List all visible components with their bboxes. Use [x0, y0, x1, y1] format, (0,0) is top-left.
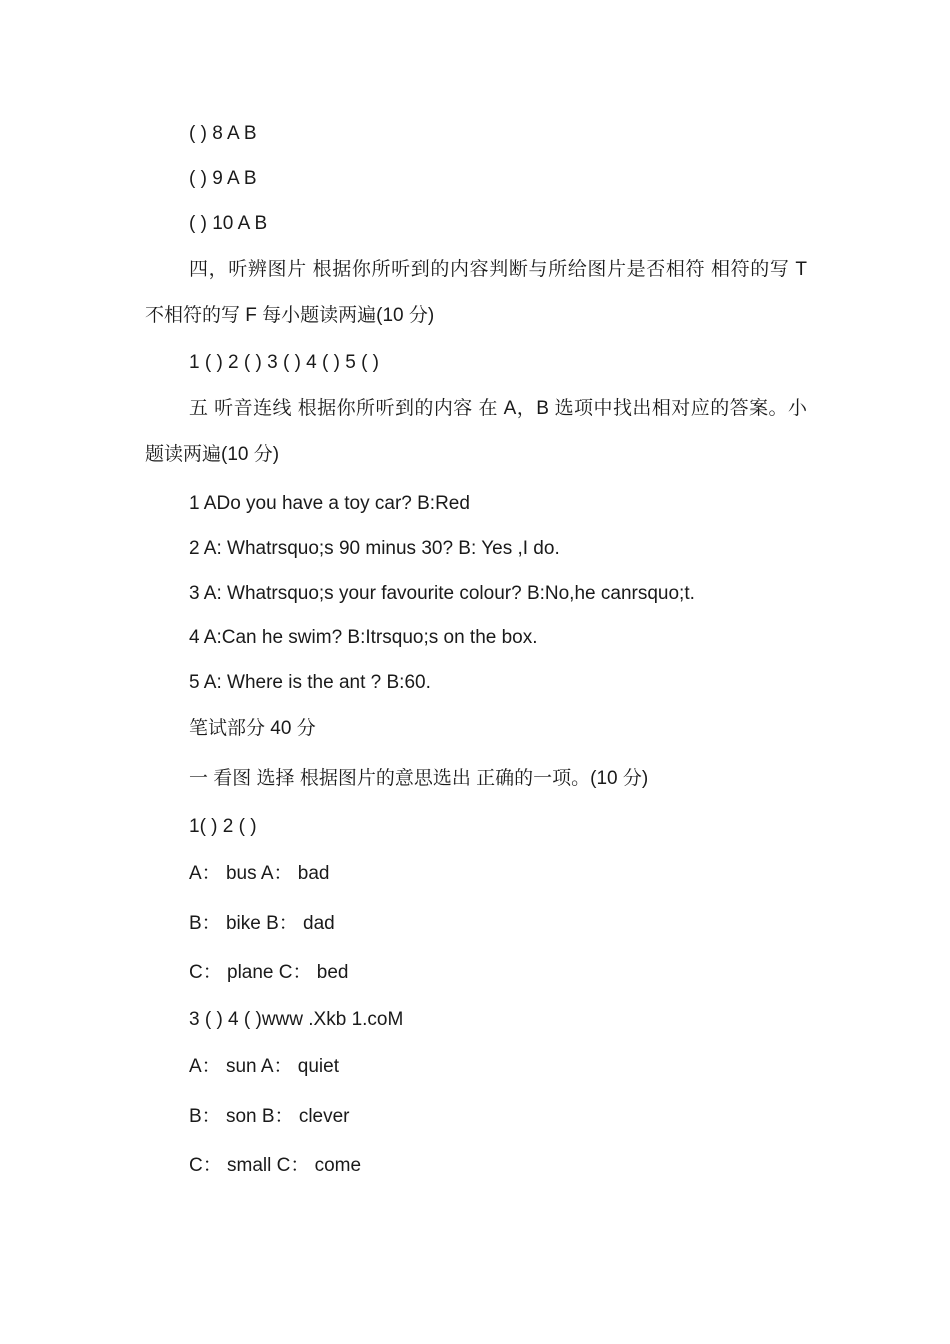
question-10: ( ) 10 A B [189, 213, 268, 234]
question-8: ( ) 8 A B [189, 123, 257, 144]
match-item-2: 2 A: Whatrsquo;s 90 minus 30? B: Yes ,I do. [189, 538, 560, 559]
option-row-a: A： bus A： bad [189, 863, 330, 884]
written-q3-q4: 3 ( ) 4 ( )www .Xkb 1.coM [189, 1009, 404, 1030]
match-item-4: 4 A:Can he swim? B:Itrsquo;s on the box. [189, 627, 538, 648]
match-item-5: 5 A: Where is the ant ? B:60. [189, 672, 431, 693]
option-row-a-2: A： sun A： quiet [189, 1056, 339, 1077]
section-5-instructions: 五 听音连线 根据你所听到的内容 在 A，B 选项中找出相对应的答案。小题读两遍(10 分) [145, 398, 807, 465]
option-row-b-2: B： son B： clever [189, 1106, 350, 1127]
question-9: ( ) 9 A B [189, 168, 257, 189]
option-row-c: C： plane C： bed [189, 962, 349, 983]
written-q1-q2: 1( ) 2 ( ) [189, 816, 257, 837]
written-part-heading: 笔试部分 40 分 [189, 718, 316, 739]
match-item-1: 1 ADo you have a toy car? B:Red [189, 493, 470, 514]
section-4-answers: 1 ( ) 2 ( ) 3 ( ) 4 ( ) 5 ( ) [189, 352, 380, 373]
match-item-3: 3 A: Whatrsquo;s your favourite colour? B:No,he canrsquo;t. [189, 583, 695, 604]
section-4-instructions: 四，听辨图片 根据你所听到的内容判断与所给图片是否相符 相符的写 T 不相符的写 F 每小题读两遍(10 分) [145, 259, 807, 326]
option-row-b: B： bike B： dad [189, 913, 335, 934]
option-row-c-2: C： small C： come [189, 1155, 362, 1176]
written-section-1-instructions: 一 看图 选择 根据图片的意思选出 正确的一项。(10 分) [189, 768, 649, 789]
